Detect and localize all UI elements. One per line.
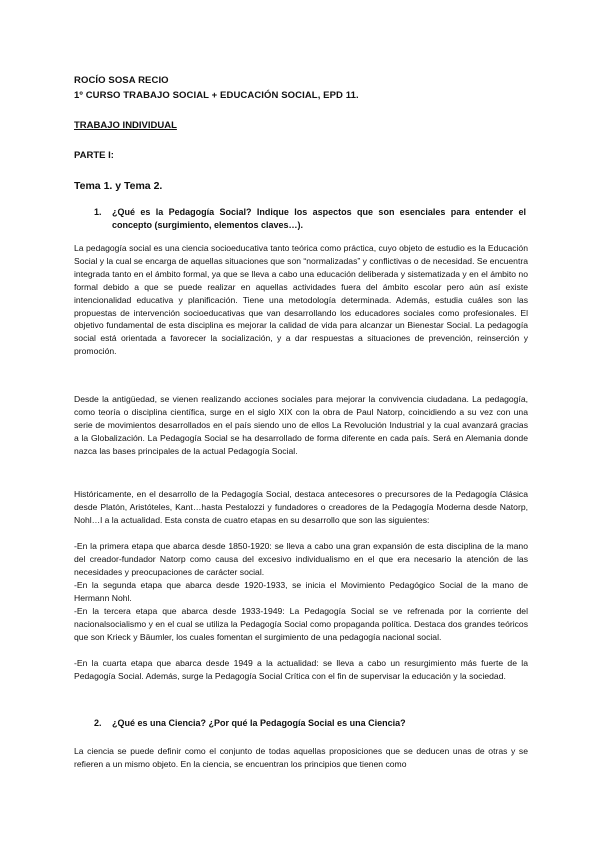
paragraph: -En la cuarta etapa que abarca desde 1949 a la actualidad: se lleva a cabo un resurgimiento más fuerte de la Pedagogía Social. Además, surge la Pedagogía Social Crítica con el fin de supervisar la educación y la sociedad. — [74, 658, 528, 681]
part-title: PARTE I: — [74, 150, 114, 161]
author-name: ROCÍO SOSA RECIO — [74, 75, 169, 86]
paragraph: La pedagogía social es una ciencia socioeducativa tanto teórica como práctica, cuyo objeto de estudio es la Educación Social y la cual se encarga de aquellas situaciones que son “normalizadas” y conflictivas o de necesidad. Se encuentra integrada tanto en el ámbito formal, ya que se lleva a cabo una educación deliberada y sistematizada y en el ámbito no formal debido a que se puede realizar en aquellas actividades fuera del ámbito escolar pero aún así existe intencionalidad educativa y planificación. Tiene una metodología determinada. Además, estudia cuáles son las propuestas de intervención socioeducativas que van desarrollando los educadores sociales como profesionales. El objetivo fundamental de esta disciplina es mejorar la calidad de vida para alcanzar un Bienestar Social. La pedagogía social está orientada a favorecer la socialización, y a dar respuestas a situaciones de prevención, reinserción y promoción. — [74, 243, 528, 357]
paragraph: -En la segunda etapa que abarca desde 1920-1933, se inicia el Movimiento Pedagógico Social de la mano de Hermann Nohl. — [74, 580, 528, 603]
course-line: 1º CURSO TRABAJO SOCIAL + EDUCACIÓN SOCIAL, EPD 11. — [74, 90, 359, 101]
question-text: ¿Qué es una Ciencia? ¿Por qué la Pedagogía Social es una Ciencia? — [112, 718, 406, 728]
paragraph: -En la primera etapa que abarca desde 1850-1920: se lleva a cabo una gran expansión de esta disciplina de la mano del creador-fundador Natorp como causa del excesivo individualismo en el que era necesario la atención de las necesidades y preocupaciones de carácter social. — [74, 541, 528, 577]
question-number: 1. — [94, 207, 102, 217]
question-number: 2. — [94, 718, 102, 728]
paragraph: La ciencia se puede definir como el conjunto de todas aquellas proposiciones que se deducen unas de otras y se refieren a un mismo objeto. En la ciencia, se encuentran los principios que tienen como — [74, 746, 528, 769]
question-2 — [94, 717, 526, 730]
paragraph: -En la tercera etapa que abarca desde 1933-1949: La Pedagogía Social se ve refrenada por la corriente del nacionalsocialismo y en el cual se utiliza la Pedagogía Social como propaganda política. Destaca dos grandes teóricos que son Krieck y Bäumler, los cuales fomentan el surgimiento de una pedagogía nacional social. — [74, 606, 528, 642]
question-1 — [94, 206, 526, 232]
question-text: ¿Qué es la Pedagogía Social? Indique los aspectos que son esenciales para entender el concepto (surgimiento, elementos claves…). — [112, 207, 526, 230]
section-title: TRABAJO INDIVIDUAL — [74, 120, 177, 131]
paragraph: Históricamente, en el desarrollo de la Pedagogía Social, destaca antecesores o precursores de la Pedagogía Clásica desde Platón, Aristóteles, Kant…hasta Pestalozzi y fundadores o creadores de la Pedagogía Moderna desde Natorp, Nohl…l a la actualidad. Esta consta de cuatro etapas en su desarrollo que son las siguientes: — [74, 489, 528, 525]
topic-title: Tema 1. y Tema 2. — [74, 180, 163, 192]
document-header — [74, 73, 359, 103]
paragraph: Desde la antigüedad, se vienen realizando acciones sociales para mejorar la convivencia ciudadana. La pedagogía, como teoría o disciplina científica, surge en el siglo XIX con la obra de Paul Natorp, coincidiendo a su vez con una serie de movimientos desarrollados en el país siendo uno de ellos La Revolución Industrial y la cual avanzará gracias a la Globalización. La Pedagogía Social se ha desarrollado de forma diferente en cada país. Será en Alemania donde nazca las bases principales de la actual Pedagogía Social. — [74, 394, 528, 456]
